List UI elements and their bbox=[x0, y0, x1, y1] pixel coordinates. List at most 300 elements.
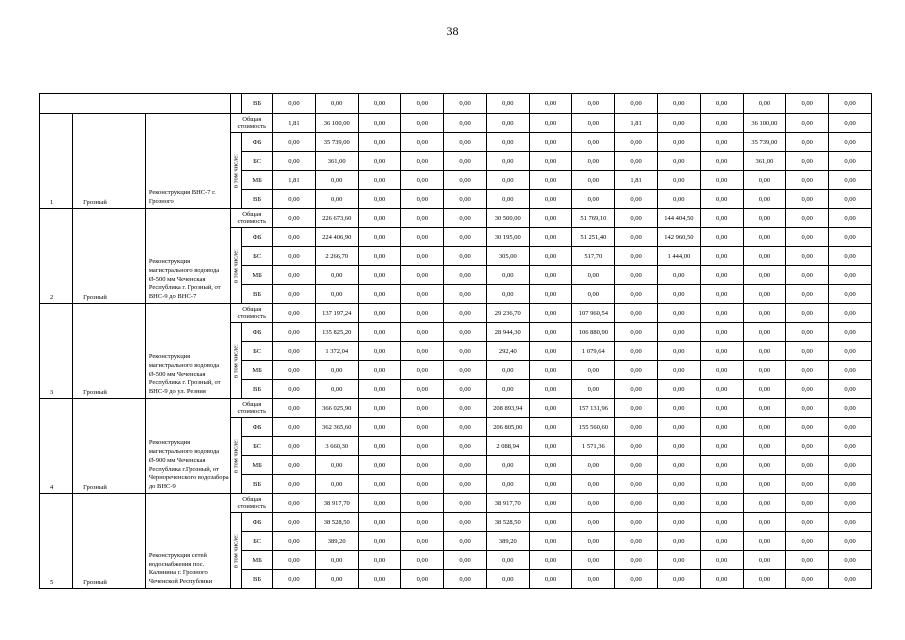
value-cell: 0,00 bbox=[358, 456, 401, 475]
city-cell: Грозный bbox=[73, 209, 146, 304]
value-cell: 0,00 bbox=[358, 494, 401, 513]
value-cell: 0,00 bbox=[743, 285, 786, 304]
value-cell: 0,00 bbox=[743, 399, 786, 418]
value-cell: 0,00 bbox=[657, 494, 700, 513]
value-cell: 0,00 bbox=[657, 475, 700, 494]
row-index: 5 bbox=[40, 494, 73, 589]
value-cell: 0,00 bbox=[657, 114, 700, 133]
value-cell: 51 769,10 bbox=[572, 209, 615, 228]
value-cell: 0,00 bbox=[444, 304, 487, 323]
value-cell: 0,00 bbox=[743, 532, 786, 551]
value-cell: 106 880,90 bbox=[572, 323, 615, 342]
table-row bbox=[40, 399, 872, 418]
project-name: Реконструкция магистрального водовода Ø-500 мм Чеченская Республика г. Грозный, от ВНС-9 до ВНС-7 bbox=[145, 209, 231, 304]
value-cell: 0,00 bbox=[529, 152, 572, 171]
value-cell: 1 444,00 bbox=[657, 247, 700, 266]
value-cell: 0,00 bbox=[401, 114, 444, 133]
value-cell: 0,00 bbox=[315, 94, 358, 114]
project-name: Реконструкция ВНС-7 г. Грозного bbox=[145, 114, 231, 209]
value-cell: 1,81 bbox=[615, 114, 658, 133]
value-cell: 1 571,36 bbox=[572, 437, 615, 456]
value-cell: 0,00 bbox=[786, 209, 829, 228]
value-cell: 0,00 bbox=[529, 418, 572, 437]
value-cell: 0,00 bbox=[358, 266, 401, 285]
fund-code: ВБ bbox=[242, 380, 273, 399]
value-cell: 0,00 bbox=[444, 361, 487, 380]
value-cell: 0,00 bbox=[358, 209, 401, 228]
value-cell: 0,00 bbox=[786, 551, 829, 570]
including-label bbox=[231, 323, 242, 399]
row-index: 2 bbox=[40, 209, 73, 304]
table-row bbox=[40, 209, 872, 228]
value-cell: 0,00 bbox=[786, 532, 829, 551]
value-cell: 0,00 bbox=[743, 494, 786, 513]
fund-code: ФБ bbox=[242, 513, 273, 532]
value-cell: 0,00 bbox=[358, 133, 401, 152]
value-cell: 0,00 bbox=[615, 190, 658, 209]
value-cell: 0,00 bbox=[615, 513, 658, 532]
value-cell: 0,00 bbox=[829, 94, 872, 114]
value-cell: 0,00 bbox=[358, 551, 401, 570]
value-cell: 0,00 bbox=[657, 133, 700, 152]
value-cell: 0,00 bbox=[700, 361, 743, 380]
value-cell: 0,00 bbox=[657, 399, 700, 418]
value-cell: 0,00 bbox=[743, 342, 786, 361]
value-cell: 0,00 bbox=[486, 133, 529, 152]
value-cell: 0,00 bbox=[444, 171, 487, 190]
value-cell: 361,00 bbox=[743, 152, 786, 171]
value-cell: 0,00 bbox=[358, 513, 401, 532]
value-cell: 0,00 bbox=[358, 570, 401, 589]
value-cell: 0,00 bbox=[743, 437, 786, 456]
including-text: в том числе: bbox=[232, 343, 240, 378]
value-cell: 361,00 bbox=[315, 152, 358, 171]
value-cell: 155 560,60 bbox=[572, 418, 615, 437]
value-cell: 0,00 bbox=[615, 94, 658, 114]
value-cell: 0,00 bbox=[657, 285, 700, 304]
value-cell: 0,00 bbox=[615, 570, 658, 589]
value-cell: 2 088,94 bbox=[486, 437, 529, 456]
value-cell: 0,00 bbox=[529, 551, 572, 570]
value-cell: 135 825,20 bbox=[315, 323, 358, 342]
including-text: в том числе: bbox=[232, 533, 240, 568]
value-cell: 0,00 bbox=[444, 266, 487, 285]
value-cell: 0,00 bbox=[829, 513, 872, 532]
value-cell: 0,00 bbox=[358, 171, 401, 190]
fund-code: ФБ bbox=[242, 323, 273, 342]
table-body bbox=[40, 94, 872, 589]
value-cell: 0,00 bbox=[273, 228, 316, 247]
value-cell: 0,00 bbox=[444, 190, 487, 209]
value-cell: 0,00 bbox=[529, 513, 572, 532]
value-cell: 0,00 bbox=[786, 190, 829, 209]
value-cell: 0,00 bbox=[829, 247, 872, 266]
value-cell: 224 406,90 bbox=[315, 228, 358, 247]
value-cell: 0,00 bbox=[273, 190, 316, 209]
value-cell: 0,00 bbox=[401, 475, 444, 494]
value-cell: 0,00 bbox=[444, 133, 487, 152]
city-cell: Грозный bbox=[73, 304, 146, 399]
value-cell: 0,00 bbox=[786, 133, 829, 152]
value-cell: 0,00 bbox=[657, 437, 700, 456]
value-cell: 1 079,64 bbox=[572, 342, 615, 361]
value-cell: 0,00 bbox=[444, 551, 487, 570]
value-cell: 0,00 bbox=[786, 380, 829, 399]
fund-code: БС bbox=[242, 342, 273, 361]
total-cost-label: Общая стоимость bbox=[231, 304, 273, 323]
value-cell: 0,00 bbox=[358, 437, 401, 456]
value-cell: 0,00 bbox=[444, 380, 487, 399]
value-cell: 1,81 bbox=[273, 171, 316, 190]
value-cell: 0,00 bbox=[401, 399, 444, 418]
value-cell: 0,00 bbox=[615, 266, 658, 285]
value-cell: 0,00 bbox=[700, 475, 743, 494]
value-cell: 0,00 bbox=[657, 551, 700, 570]
value-cell: 0,00 bbox=[529, 399, 572, 418]
fund-code: БС bbox=[242, 532, 273, 551]
value-cell: 0,00 bbox=[401, 190, 444, 209]
fund-code: ФБ bbox=[242, 418, 273, 437]
value-cell: 0,00 bbox=[486, 94, 529, 114]
value-cell: 0,00 bbox=[743, 323, 786, 342]
value-cell: 0,00 bbox=[572, 475, 615, 494]
value-cell: 0,00 bbox=[615, 475, 658, 494]
value-cell: 0,00 bbox=[572, 266, 615, 285]
value-cell: 0,00 bbox=[315, 456, 358, 475]
city-cell: Грозный bbox=[73, 399, 146, 494]
value-cell: 3 660,30 bbox=[315, 437, 358, 456]
value-cell: 29 236,70 bbox=[486, 304, 529, 323]
value-cell: 144 404,50 bbox=[657, 209, 700, 228]
value-cell: 0,00 bbox=[657, 171, 700, 190]
value-cell: 0,00 bbox=[572, 285, 615, 304]
value-cell: 0,00 bbox=[615, 551, 658, 570]
value-cell: 0,00 bbox=[829, 361, 872, 380]
value-cell: 0,00 bbox=[572, 152, 615, 171]
value-cell: 0,00 bbox=[401, 152, 444, 171]
value-cell: 0,00 bbox=[315, 190, 358, 209]
value-cell: 0,00 bbox=[615, 133, 658, 152]
fund-code: ФБ bbox=[242, 133, 273, 152]
value-cell: 0,00 bbox=[786, 399, 829, 418]
value-cell: 0,00 bbox=[743, 475, 786, 494]
value-cell: 0,00 bbox=[615, 399, 658, 418]
value-cell: 0,00 bbox=[829, 342, 872, 361]
value-cell: 0,00 bbox=[657, 570, 700, 589]
value-cell: 0,00 bbox=[529, 190, 572, 209]
value-cell: 0,00 bbox=[529, 171, 572, 190]
value-cell: 0,00 bbox=[657, 304, 700, 323]
value-cell: 0,00 bbox=[700, 456, 743, 475]
value-cell: 0,00 bbox=[786, 437, 829, 456]
value-cell: 0,00 bbox=[529, 532, 572, 551]
value-cell: 0,00 bbox=[743, 418, 786, 437]
table-row bbox=[40, 114, 872, 133]
value-cell: 0,00 bbox=[700, 228, 743, 247]
value-cell: 0,00 bbox=[572, 551, 615, 570]
value-cell: 0,00 bbox=[829, 133, 872, 152]
value-cell: 0,00 bbox=[829, 209, 872, 228]
value-cell: 0,00 bbox=[401, 437, 444, 456]
value-cell: 0,00 bbox=[615, 247, 658, 266]
value-cell: 0,00 bbox=[529, 570, 572, 589]
value-cell: 0,00 bbox=[529, 323, 572, 342]
value-cell: 0,00 bbox=[486, 475, 529, 494]
value-cell: 0,00 bbox=[572, 532, 615, 551]
value-cell: 36 100,00 bbox=[743, 114, 786, 133]
value-cell: 0,00 bbox=[700, 152, 743, 171]
value-cell: 0,00 bbox=[273, 266, 316, 285]
value-cell: 0,00 bbox=[486, 361, 529, 380]
value-cell: 208 893,94 bbox=[486, 399, 529, 418]
blank-cell bbox=[231, 94, 242, 114]
value-cell: 0,00 bbox=[315, 171, 358, 190]
value-cell: 0,00 bbox=[444, 285, 487, 304]
value-cell: 0,00 bbox=[829, 323, 872, 342]
value-cell: 0,00 bbox=[273, 323, 316, 342]
value-cell: 0,00 bbox=[743, 228, 786, 247]
value-cell: 0,00 bbox=[444, 342, 487, 361]
value-cell: 0,00 bbox=[486, 171, 529, 190]
value-cell: 0,00 bbox=[401, 532, 444, 551]
value-cell: 0,00 bbox=[786, 152, 829, 171]
value-cell: 0,00 bbox=[700, 437, 743, 456]
value-cell: 0,00 bbox=[358, 532, 401, 551]
including-text: в том числе: bbox=[232, 248, 240, 283]
value-cell: 0,00 bbox=[273, 380, 316, 399]
value-cell: 0,00 bbox=[572, 513, 615, 532]
value-cell: 0,00 bbox=[700, 133, 743, 152]
value-cell: 0,00 bbox=[273, 399, 316, 418]
value-cell: 0,00 bbox=[786, 361, 829, 380]
value-cell: 0,00 bbox=[486, 114, 529, 133]
value-cell: 362 365,60 bbox=[315, 418, 358, 437]
value-cell: 0,00 bbox=[657, 323, 700, 342]
value-cell: 0,00 bbox=[657, 94, 700, 114]
fund-code: БС bbox=[242, 437, 273, 456]
value-cell: 0,00 bbox=[657, 342, 700, 361]
value-cell: 0,00 bbox=[657, 152, 700, 171]
value-cell: 0,00 bbox=[444, 475, 487, 494]
value-cell: 0,00 bbox=[700, 399, 743, 418]
value-cell: 0,00 bbox=[358, 304, 401, 323]
value-cell: 0,00 bbox=[273, 304, 316, 323]
value-cell: 0,00 bbox=[615, 418, 658, 437]
value-cell: 0,00 bbox=[657, 380, 700, 399]
value-cell: 0,00 bbox=[358, 190, 401, 209]
value-cell: 0,00 bbox=[786, 171, 829, 190]
value-cell: 0,00 bbox=[529, 456, 572, 475]
value-cell: 0,00 bbox=[444, 323, 487, 342]
fund-code: ВБ bbox=[242, 285, 273, 304]
value-cell: 0,00 bbox=[401, 209, 444, 228]
value-cell: 28 944,30 bbox=[486, 323, 529, 342]
value-cell: 142 960,50 bbox=[657, 228, 700, 247]
value-cell: 38 528,50 bbox=[486, 513, 529, 532]
value-cell: 0,00 bbox=[401, 342, 444, 361]
value-cell: 0,00 bbox=[615, 437, 658, 456]
value-cell: 0,00 bbox=[657, 190, 700, 209]
value-cell: 0,00 bbox=[444, 209, 487, 228]
project-name: Реконструкция магистрального водовода Ø-900 мм Чеченская Республика г.Грозный, от Чернореченского водозабора до ВНС-9 bbox=[145, 399, 231, 494]
including-label bbox=[231, 513, 242, 589]
value-cell: 0,00 bbox=[315, 475, 358, 494]
value-cell: 389,20 bbox=[486, 532, 529, 551]
value-cell: 38 917,70 bbox=[315, 494, 358, 513]
value-cell: 0,00 bbox=[700, 285, 743, 304]
value-cell: 38 528,50 bbox=[315, 513, 358, 532]
fund-code: ВБ bbox=[242, 94, 273, 114]
value-cell: 0,00 bbox=[572, 380, 615, 399]
fund-code: МБ bbox=[242, 171, 273, 190]
row-index: 4 bbox=[40, 399, 73, 494]
value-cell: 0,00 bbox=[358, 380, 401, 399]
value-cell: 0,00 bbox=[358, 342, 401, 361]
value-cell: 0,00 bbox=[273, 570, 316, 589]
value-cell: 0,00 bbox=[529, 209, 572, 228]
value-cell: 0,00 bbox=[572, 494, 615, 513]
value-cell: 0,00 bbox=[273, 437, 316, 456]
value-cell: 0,00 bbox=[700, 304, 743, 323]
value-cell: 0,00 bbox=[401, 94, 444, 114]
value-cell: 0,00 bbox=[486, 570, 529, 589]
value-cell: 51 251,40 bbox=[572, 228, 615, 247]
city-cell: Грозный bbox=[73, 494, 146, 589]
fund-code: ФБ bbox=[242, 228, 273, 247]
value-cell: 0,00 bbox=[743, 209, 786, 228]
value-cell: 0,00 bbox=[615, 456, 658, 475]
value-cell: 0,00 bbox=[401, 570, 444, 589]
value-cell: 226 673,60 bbox=[315, 209, 358, 228]
value-cell: 0,00 bbox=[700, 532, 743, 551]
value-cell: 0,00 bbox=[529, 94, 572, 114]
value-cell: 38 917,70 bbox=[486, 494, 529, 513]
value-cell: 0,00 bbox=[444, 570, 487, 589]
table-row bbox=[40, 304, 872, 323]
value-cell: 0,00 bbox=[572, 133, 615, 152]
value-cell: 0,00 bbox=[743, 551, 786, 570]
value-cell: 0,00 bbox=[615, 532, 658, 551]
value-cell: 0,00 bbox=[572, 190, 615, 209]
value-cell: 107 960,54 bbox=[572, 304, 615, 323]
value-cell: 0,00 bbox=[401, 380, 444, 399]
value-cell: 0,00 bbox=[743, 513, 786, 532]
value-cell: 0,00 bbox=[401, 551, 444, 570]
project-name: Реконструкция магистрального водовода Ø-500 мм Чеченская Республика г. Грозный, от ВНС-9 до ул. Резния bbox=[145, 304, 231, 399]
total-cost-label: Общая стоимость bbox=[231, 494, 273, 513]
value-cell: 0,00 bbox=[829, 532, 872, 551]
value-cell: 0,00 bbox=[273, 551, 316, 570]
value-cell: 30 195,00 bbox=[486, 228, 529, 247]
total-cost-label: Общая стоимость bbox=[231, 209, 273, 228]
value-cell: 0,00 bbox=[273, 209, 316, 228]
carry-over-row bbox=[40, 94, 872, 114]
value-cell: 0,00 bbox=[829, 418, 872, 437]
including-text: в том числе: bbox=[232, 153, 240, 188]
value-cell: 0,00 bbox=[657, 532, 700, 551]
value-cell: 0,00 bbox=[700, 494, 743, 513]
value-cell: 0,00 bbox=[358, 285, 401, 304]
value-cell: 0,00 bbox=[529, 494, 572, 513]
value-cell: 0,00 bbox=[829, 456, 872, 475]
value-cell: 0,00 bbox=[358, 418, 401, 437]
value-cell: 0,00 bbox=[444, 228, 487, 247]
value-cell: 0,00 bbox=[700, 418, 743, 437]
fund-code: ВБ bbox=[242, 190, 273, 209]
value-cell: 0,00 bbox=[273, 152, 316, 171]
value-cell: 35 739,00 bbox=[315, 133, 358, 152]
value-cell: 0,00 bbox=[700, 247, 743, 266]
value-cell: 0,00 bbox=[444, 532, 487, 551]
value-cell: 0,00 bbox=[572, 570, 615, 589]
value-cell: 0,00 bbox=[786, 285, 829, 304]
value-cell: 0,00 bbox=[486, 380, 529, 399]
value-cell: 0,00 bbox=[829, 228, 872, 247]
value-cell: 0,00 bbox=[829, 437, 872, 456]
value-cell: 0,00 bbox=[401, 304, 444, 323]
blank-cell bbox=[40, 94, 231, 114]
value-cell: 0,00 bbox=[315, 266, 358, 285]
value-cell: 0,00 bbox=[401, 418, 444, 437]
table-row bbox=[40, 494, 872, 513]
value-cell: 0,00 bbox=[486, 152, 529, 171]
value-cell: 0,00 bbox=[273, 456, 316, 475]
value-cell: 0,00 bbox=[743, 361, 786, 380]
value-cell: 0,00 bbox=[315, 570, 358, 589]
value-cell: 0,00 bbox=[829, 551, 872, 570]
row-index: 1 bbox=[40, 114, 73, 209]
value-cell: 0,00 bbox=[273, 532, 316, 551]
value-cell: 0,00 bbox=[829, 399, 872, 418]
value-cell: 0,00 bbox=[529, 304, 572, 323]
value-cell: 0,00 bbox=[529, 361, 572, 380]
value-cell: 0,00 bbox=[444, 94, 487, 114]
value-cell: 0,00 bbox=[572, 456, 615, 475]
value-cell: 0,00 bbox=[273, 342, 316, 361]
value-cell: 1 372,04 bbox=[315, 342, 358, 361]
value-cell: 0,00 bbox=[486, 551, 529, 570]
value-cell: 0,00 bbox=[572, 114, 615, 133]
value-cell: 0,00 bbox=[444, 456, 487, 475]
value-cell: 0,00 bbox=[786, 475, 829, 494]
value-cell: 0,00 bbox=[358, 399, 401, 418]
value-cell: 0,00 bbox=[657, 456, 700, 475]
value-cell: 0,00 bbox=[358, 114, 401, 133]
value-cell: 305,00 bbox=[486, 247, 529, 266]
value-cell: 0,00 bbox=[401, 494, 444, 513]
value-cell: 0,00 bbox=[444, 513, 487, 532]
value-cell: 0,00 bbox=[743, 456, 786, 475]
value-cell: 0,00 bbox=[401, 361, 444, 380]
value-cell: 0,00 bbox=[700, 551, 743, 570]
page-number: 38 bbox=[446, 24, 459, 38]
value-cell: 1,81 bbox=[615, 171, 658, 190]
value-cell: 0,00 bbox=[700, 266, 743, 285]
value-cell: 0,00 bbox=[486, 456, 529, 475]
fund-code: БС bbox=[242, 152, 273, 171]
value-cell: 0,00 bbox=[743, 304, 786, 323]
value-cell: 0,00 bbox=[700, 209, 743, 228]
value-cell: 0,00 bbox=[315, 380, 358, 399]
including-label bbox=[231, 228, 242, 304]
value-cell: 206 805,00 bbox=[486, 418, 529, 437]
value-cell: 292,40 bbox=[486, 342, 529, 361]
fund-code: ВБ bbox=[242, 475, 273, 494]
value-cell: 0,00 bbox=[657, 418, 700, 437]
value-cell: 0,00 bbox=[615, 342, 658, 361]
value-cell: 0,00 bbox=[657, 266, 700, 285]
value-cell: 0,00 bbox=[615, 152, 658, 171]
